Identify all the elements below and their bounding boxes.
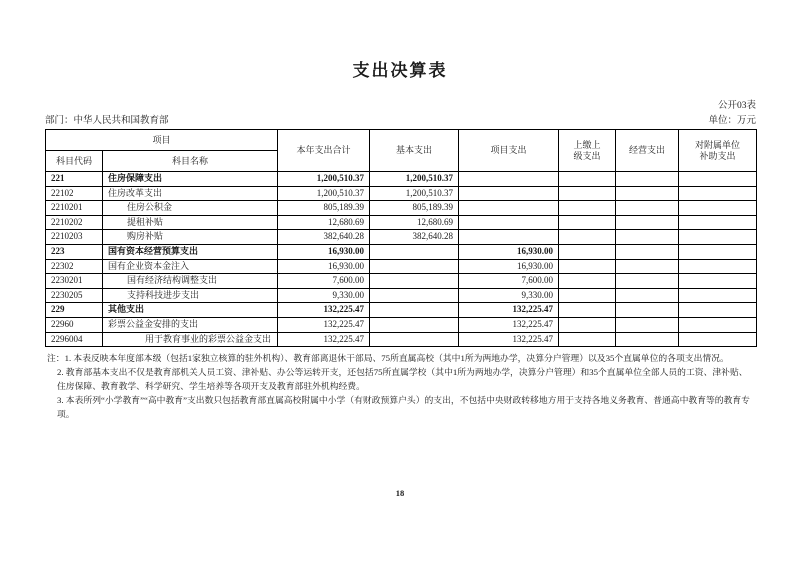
cell-upper	[559, 274, 616, 289]
table-row	[46, 244, 757, 259]
cell-upper	[559, 317, 616, 332]
unit-label: 单位：万元	[708, 116, 756, 126]
cell-subsidy	[679, 259, 757, 274]
department-label: 部门：中华人民共和国教育部	[45, 116, 169, 126]
cell-upper	[559, 303, 616, 318]
cell-total: 16,930.00	[278, 259, 370, 274]
cell-code: 2210203	[46, 230, 103, 245]
cell-project	[459, 215, 559, 230]
cell-basic	[370, 317, 459, 332]
table-row	[46, 332, 757, 347]
table-row	[46, 215, 757, 230]
cell-code: 22302	[46, 259, 103, 274]
cell-code: 22960	[46, 317, 103, 332]
cell-basic: 12,680.69	[370, 215, 459, 230]
cell-upper	[559, 186, 616, 201]
cell-subsidy	[679, 244, 757, 259]
cell-subsidy	[679, 274, 757, 289]
note-3: 3. 本表所列“小学教育”“高中教育”支出数只包括教育部直属高校附属中小学（有财政预算户头）的支出，不包括中央财政转移地方用于支持各地义务教育、普通高中教育等的教育专项。	[57, 395, 750, 419]
cell-basic: 805,189.39	[370, 201, 459, 216]
table-header	[46, 130, 757, 172]
note-2: 2. 教育部基本支出不仅是教育部机关人员工资、津补贴、办公等运转开支，还包括75所直属学校（其中1所为两地办学，决算分户管理）和35个直属单位全部人员的工资、津补贴、住房保障、教育教学、科学研究、学生培养等各项开支及教育部驻外机构经费。	[57, 367, 748, 391]
cell-total: 16,930.00	[278, 244, 370, 259]
cell-project: 16,930.00	[459, 259, 559, 274]
cell-operating	[616, 259, 679, 274]
cell-project: 132,225.47	[459, 317, 559, 332]
table-row	[46, 288, 757, 303]
table-row	[46, 201, 757, 216]
cell-basic	[370, 332, 459, 347]
cell-project	[459, 172, 559, 187]
cell-total: 1,200,510.37	[278, 186, 370, 201]
cell-name: 国有经济结构调整支出	[103, 274, 278, 289]
page-title: 支出决算表	[352, 61, 448, 80]
header-project-group: 项目	[46, 130, 278, 151]
cell-operating	[616, 201, 679, 216]
cell-operating	[616, 244, 679, 259]
cell-name: 用于教育事业的彩票公益金支出	[103, 332, 278, 347]
form-code-label: 公开03表	[717, 101, 756, 111]
notes-block	[47, 351, 753, 421]
cell-name: 提租补贴	[103, 215, 278, 230]
cell-code: 2210202	[46, 215, 103, 230]
cell-upper	[559, 259, 616, 274]
cell-operating	[616, 303, 679, 318]
cell-basic: 382,640.28	[370, 230, 459, 245]
cell-operating	[616, 172, 679, 187]
cell-name: 住房改革支出	[103, 186, 278, 201]
cell-project	[459, 230, 559, 245]
cell-upper	[559, 244, 616, 259]
header-subsidy	[679, 130, 757, 172]
cell-name: 支持科技进步支出	[103, 288, 278, 303]
cell-subsidy	[679, 186, 757, 201]
table-body	[46, 172, 757, 347]
cell-project: 132,225.47	[459, 332, 559, 347]
cell-upper	[559, 215, 616, 230]
cell-subsidy	[679, 230, 757, 245]
header-subject-name: 科目名称	[103, 151, 278, 172]
cell-name: 购房补贴	[103, 230, 278, 245]
cell-subsidy	[679, 303, 757, 318]
cell-total: 132,225.47	[278, 317, 370, 332]
cell-project	[459, 201, 559, 216]
cell-total: 7,600.00	[278, 274, 370, 289]
cell-total: 805,189.39	[278, 201, 370, 216]
table-row	[46, 230, 757, 245]
table-row	[46, 317, 757, 332]
cell-upper	[559, 332, 616, 347]
expenditure-table	[45, 129, 757, 347]
header-upper	[559, 130, 616, 172]
cell-basic	[370, 288, 459, 303]
cell-subsidy	[679, 172, 757, 187]
cell-project: 7,600.00	[459, 274, 559, 289]
cell-operating	[616, 274, 679, 289]
cell-basic	[370, 244, 459, 259]
cell-name: 彩票公益金安排的支出	[103, 317, 278, 332]
cell-subsidy	[679, 332, 757, 347]
cell-upper	[559, 172, 616, 187]
table-row	[46, 274, 757, 289]
cell-project: 16,930.00	[459, 244, 559, 259]
table-row	[46, 303, 757, 318]
cell-code: 229	[46, 303, 103, 318]
cell-operating	[616, 230, 679, 245]
header-project: 项目支出	[459, 130, 559, 172]
cell-operating	[616, 288, 679, 303]
cell-code: 2296004	[46, 332, 103, 347]
cell-operating	[616, 186, 679, 201]
cell-upper	[559, 230, 616, 245]
cell-project: 132,225.47	[459, 303, 559, 318]
cell-code: 2210201	[46, 201, 103, 216]
header-year-total: 本年支出合计	[278, 130, 370, 172]
cell-code: 221	[46, 172, 103, 187]
cell-basic	[370, 274, 459, 289]
header-subsidy-line1: 对附属单位	[695, 139, 741, 150]
cell-operating	[616, 317, 679, 332]
note-1: 注：1. 本表反映本年度部本级（包括1家独立核算的驻外机构）、教育部离退休干部局、75所直属高校（其中1所为两地办学，决算分户管理）以及35个直属单位的各项支出情况。	[47, 353, 729, 363]
cell-subsidy	[679, 201, 757, 216]
header-subject-code: 科目代码	[46, 151, 103, 172]
header-upper-line2: 级支出	[573, 150, 601, 161]
cell-basic	[370, 303, 459, 318]
cell-basic: 1,200,510.37	[370, 186, 459, 201]
cell-upper	[559, 288, 616, 303]
header-operating: 经营支出	[616, 130, 679, 172]
cell-upper	[559, 201, 616, 216]
header-upper-line1: 上缴上	[573, 139, 601, 150]
meta-row	[45, 112, 756, 126]
table-row	[46, 186, 757, 201]
cell-name: 住房公积金	[103, 201, 278, 216]
table-row	[46, 259, 757, 274]
page-number: 18	[395, 488, 405, 498]
cell-operating	[616, 332, 679, 347]
cell-subsidy	[679, 317, 757, 332]
cell-name: 国有企业资本金注入	[103, 259, 278, 274]
cell-subsidy	[679, 215, 757, 230]
cell-code: 2230201	[46, 274, 103, 289]
cell-code: 22102	[46, 186, 103, 201]
cell-code: 223	[46, 244, 103, 259]
cell-name: 住房保障支出	[103, 172, 278, 187]
cell-subsidy	[679, 288, 757, 303]
cell-total: 382,640.28	[278, 230, 370, 245]
cell-project	[459, 186, 559, 201]
cell-total: 132,225.47	[278, 332, 370, 347]
cell-total: 9,330.00	[278, 288, 370, 303]
table-row	[46, 172, 757, 187]
cell-operating	[616, 215, 679, 230]
cell-name: 国有资本经营预算支出	[103, 244, 278, 259]
cell-basic: 1,200,510.37	[370, 172, 459, 187]
cell-total: 132,225.47	[278, 303, 370, 318]
header-subsidy-line2: 补助支出	[699, 150, 736, 161]
header-basic: 基本支出	[370, 130, 459, 172]
cell-total: 12,680.69	[278, 215, 370, 230]
cell-code: 2230205	[46, 288, 103, 303]
cell-project: 9,330.00	[459, 288, 559, 303]
cell-name: 其他支出	[103, 303, 278, 318]
cell-basic	[370, 259, 459, 274]
cell-total: 1,200,510.37	[278, 172, 370, 187]
